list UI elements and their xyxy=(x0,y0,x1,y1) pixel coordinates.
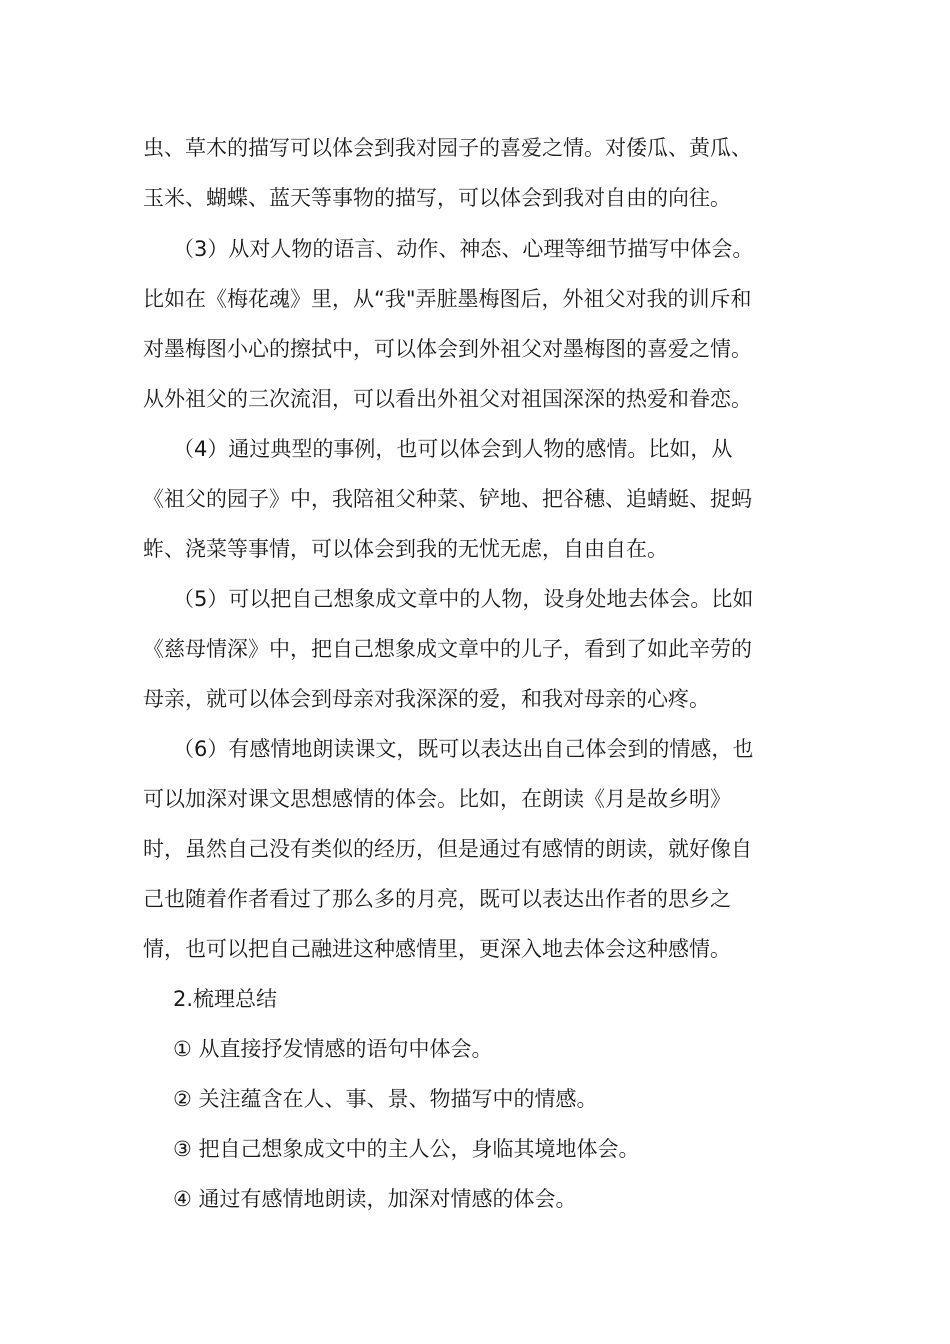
paragraph-4-line-1: （4）通过典型的事例，也可以体会到人物的感情。比如，从 xyxy=(173,437,733,461)
paragraph-6-line-3: 时，虽然自己没有类似的经历，但是通过有感情的朗读，就好像自 xyxy=(143,837,752,861)
paragraph-3-line-1: （3）从对人物的语言、动作、神态、心理等细节描写中体会。 xyxy=(173,237,754,261)
paragraph-6-line-5: 情，也可以把自己融进这种感情里，更深入地去体会这种感情。 xyxy=(143,937,731,961)
text-line-1: 虫、草木的描写可以体会到我对园子的喜爱之情。对倭瓜、黄瓜、 xyxy=(143,136,752,160)
paragraph-3-line-2: 比如在《梅花魂》里，从“我"弄脏墨梅图后，外祖父对我的训斥和 xyxy=(143,287,752,311)
paragraph-4-line-3: 蚱、浇菜等事情，可以体会到我的无忧无虑，自由自在。 xyxy=(143,537,668,561)
paragraph-6-line-1: （6）有感情地朗读课文，既可以表达出自己体会到的情感，也 xyxy=(173,737,754,761)
paragraph-5-line-1: （5）可以把自己想象成文章中的人物，设身处地去体会。比如 xyxy=(173,587,754,611)
section-heading: 2.梳理总结 xyxy=(173,987,278,1011)
paragraph-6-line-4: 己也随着作者看过了那么多的月亮，既可以表达出作者的思乡之 xyxy=(143,887,731,911)
summary-item-3: ③ 把自己想象成文中的主人公，身临其境地体会。 xyxy=(173,1137,640,1161)
text-line-2: 玉米、蝴蝶、蓝天等事物的描写，可以体会到我对自由的向往。 xyxy=(143,186,731,210)
summary-item-4: ④ 通过有感情地朗读，加深对情感的体会。 xyxy=(173,1187,577,1211)
paragraph-5-line-2: 《慈母情深》中，把自己想象成文章中的儿子，看到了如此辛劳的 xyxy=(143,637,752,661)
paragraph-6-line-2: 可以加深对课文思想感情的体会。比如，在朗读《月是故乡明》 xyxy=(143,787,731,811)
paragraph-4-line-2: 《祖父的园子》中，我陪祖父种菜、铲地、把谷穗、追蜻蜓、捉蚂 xyxy=(143,487,752,511)
summary-item-2: ② 关注蕴含在人、事、景、物描写中的情感。 xyxy=(173,1087,598,1111)
summary-item-1: ① 从直接抒发情感的语句中体会。 xyxy=(173,1037,493,1061)
paragraph-3-line-3: 对墨梅图小心的擦拭中，可以体会到外祖父对墨梅图的喜爱之情。 xyxy=(143,337,752,361)
paragraph-5-line-3: 母亲，就可以体会到母亲对我深深的爱，和我对母亲的心疼。 xyxy=(143,687,710,711)
paragraph-3-line-4: 从外祖父的三次流泪，可以看出外祖父对祖国深深的热爱和眷恋。 xyxy=(143,387,752,411)
